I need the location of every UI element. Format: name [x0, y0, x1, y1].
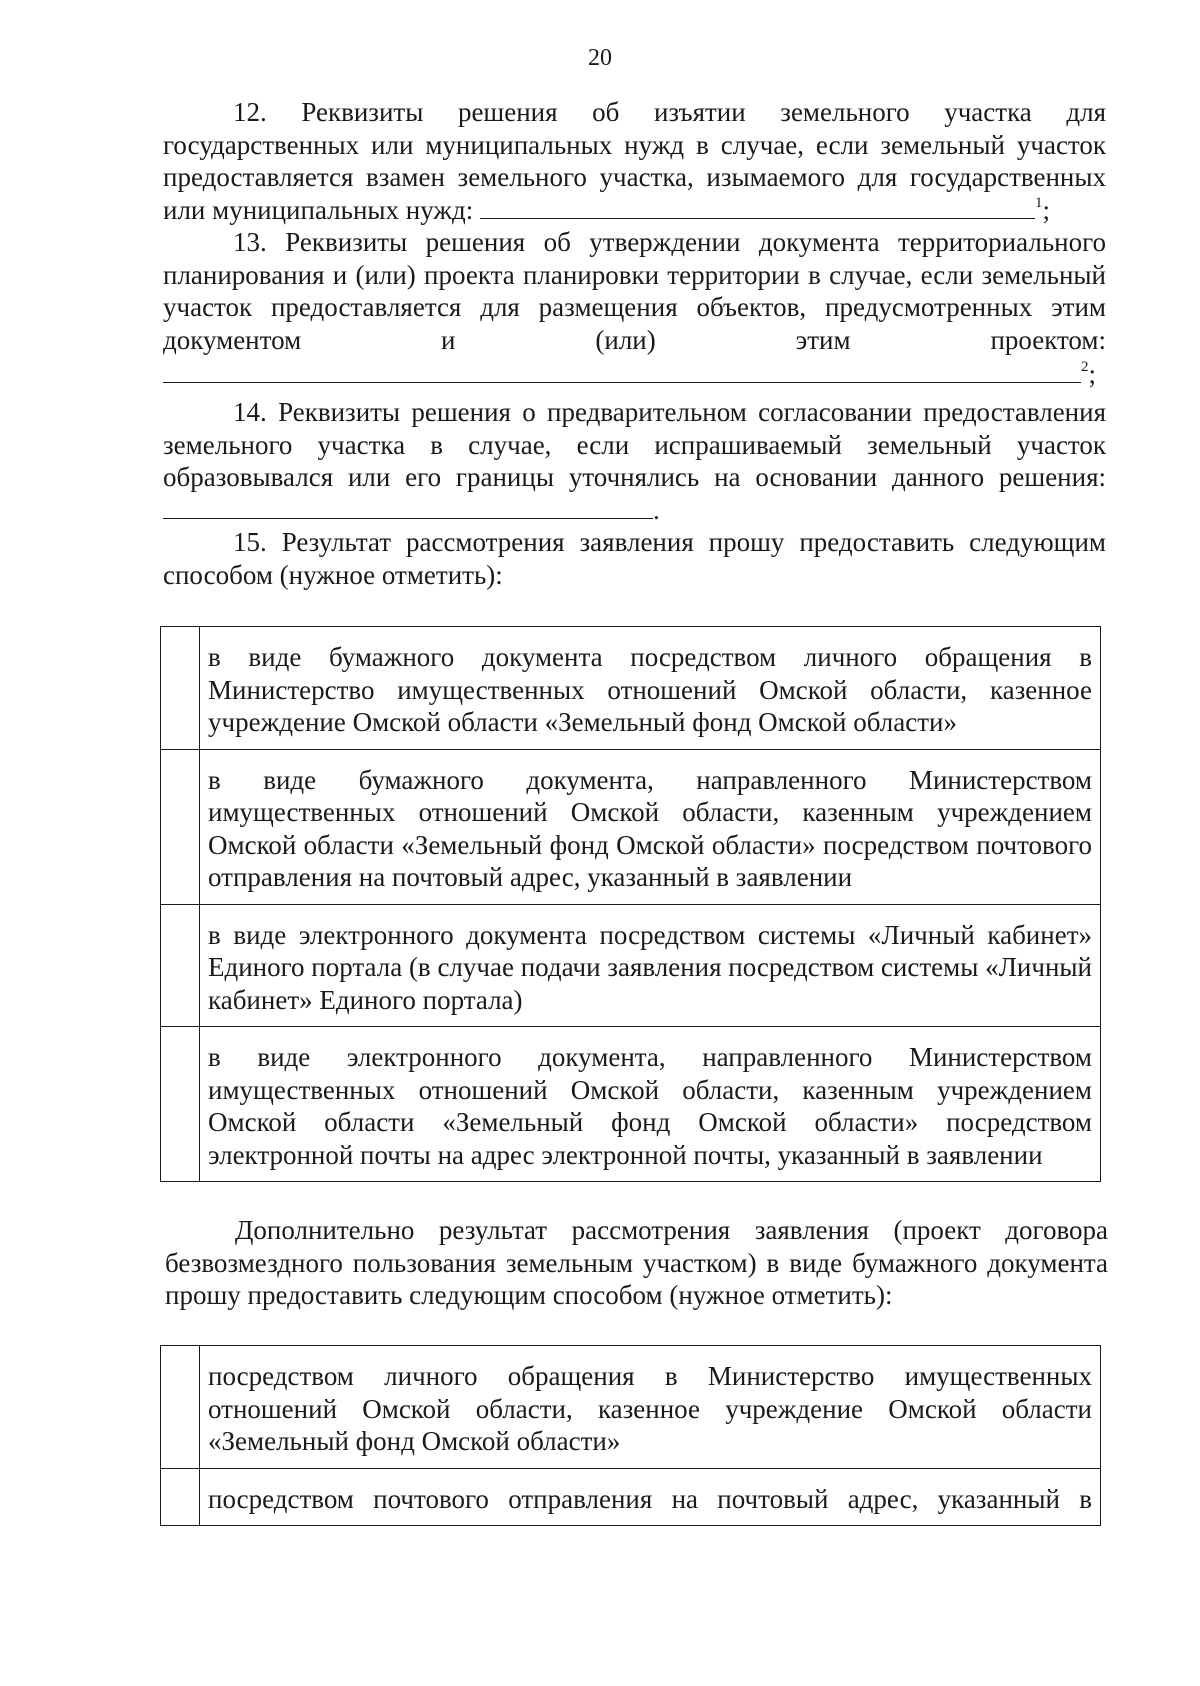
table-row: [161, 1346, 1101, 1469]
item-13-text: Реквизиты решения об утверждении документа территориального планирования и (или) проекта планировки территории в случае, если земельный участок предоставляется для размещения объектов, предусмотренных этим документом и (или) этим проектом:: [163, 227, 1106, 355]
option-checkbox[interactable]: [161, 749, 200, 904]
item-14: 14. Реквизиты решения о предварительном согласовании предоставления земельного участка в случае, если испрашиваемый земельный участок образовывался или его границы уточнялись на основании данного решения: .: [163, 397, 1106, 525]
item-12: 12. Реквизиты решения об изъятии земельного участка для государственных или муниципальных нужд в случае, если земельный участок предоставляется взамен земельного участка, изымаемого для государственных или муниципальных нужд: $^1$;: [163, 97, 1106, 225]
table-row: [161, 627, 1101, 750]
option-checkbox[interactable]: [161, 1346, 200, 1469]
item-13-blank-field[interactable]: [163, 360, 1081, 383]
footnote-1: 1: [1035, 194, 1043, 211]
option-checkbox[interactable]: [161, 904, 200, 1027]
table-row: [161, 1468, 1101, 1526]
option-checkbox[interactable]: [161, 627, 200, 750]
footnote-2: 2: [1081, 359, 1089, 375]
option-text: в виде электронного документа посредством системы «Личный кабинет» Единого портала (в случае подачи заявления посредством системы «Личный кабинет» Единого портала): [200, 904, 1101, 1027]
table-row: [161, 749, 1101, 904]
item-13-number: 13.: [233, 227, 267, 257]
item-12-text: Реквизиты решения об изъятии земельного участка для государственных или муниципальных нужд в случае, если земельный участок предоставляется взамен земельного участка, изымаемого для государственных или муниципальных нужд:: [163, 97, 1106, 225]
additional-paragraph: [165, 1214, 1108, 1312]
item-12-number: 12.: [233, 97, 267, 127]
option-text: в виде бумажного документа, направленного Министерством имущественных отношений Омской области, казенным учреждением Омской области «Земельный фонд Омской области» посредством почтового отправления на почтовый адрес, указанный в заявлении: [200, 749, 1101, 904]
item-15-text: Результат рассмотрения заявления прошу предоставить следующим способом (нужное отметить):: [163, 527, 1106, 590]
table-row: [161, 904, 1101, 1027]
page-number: 20: [588, 45, 612, 71]
option-text: в виде бумажного документа посредством личного обращения в Министерство имущественных отношений Омской области, казенное учреждение Омской области «Земельный фонд Омской области»: [200, 627, 1101, 750]
item-15: [163, 526, 1106, 591]
item-14-text: Реквизиты решения о предварительном согласовании предоставления земельного участка в случае, если испрашиваемый земельный участок образовывался или его границы уточнялись на основании данного решения:: [163, 397, 1106, 492]
option-checkbox[interactable]: [161, 1027, 200, 1182]
additional-method-table: [160, 1345, 1101, 1526]
item-14-blank-field[interactable]: [163, 496, 653, 519]
item-13: [163, 226, 1106, 356]
additional-text: Дополнительно результат рассмотрения заявления (проект договора безвозмездного пользования земельным участком) в виде бумажного документа прошу предоставить следующим способом (нужное отметить):: [165, 1215, 1108, 1310]
option-text: посредством почтового отправления на почтовый адрес, указанный в: [200, 1468, 1101, 1526]
option-text: в виде электронного документа, направленного Министерством имущественных отношений Омской области, казенным учреждением Омской области «Земельный фонд Омской области» посредством электронной почты на адрес электронной почты, указанный в заявлении: [200, 1027, 1101, 1182]
option-text: посредством личного обращения в Министерство имущественных отношений Омской области, казенное учреждение Омской области «Земельный фонд Омской области»: [200, 1346, 1101, 1469]
table-row: [161, 1027, 1101, 1182]
item-15-number: 15.: [233, 527, 267, 557]
result-method-table: [160, 626, 1101, 1182]
item-12-blank-field[interactable]: [480, 196, 1035, 219]
option-checkbox[interactable]: [161, 1468, 200, 1526]
item-13-blank-line: $^2$;: [163, 358, 1106, 391]
item-14-number: 14.: [233, 397, 267, 427]
